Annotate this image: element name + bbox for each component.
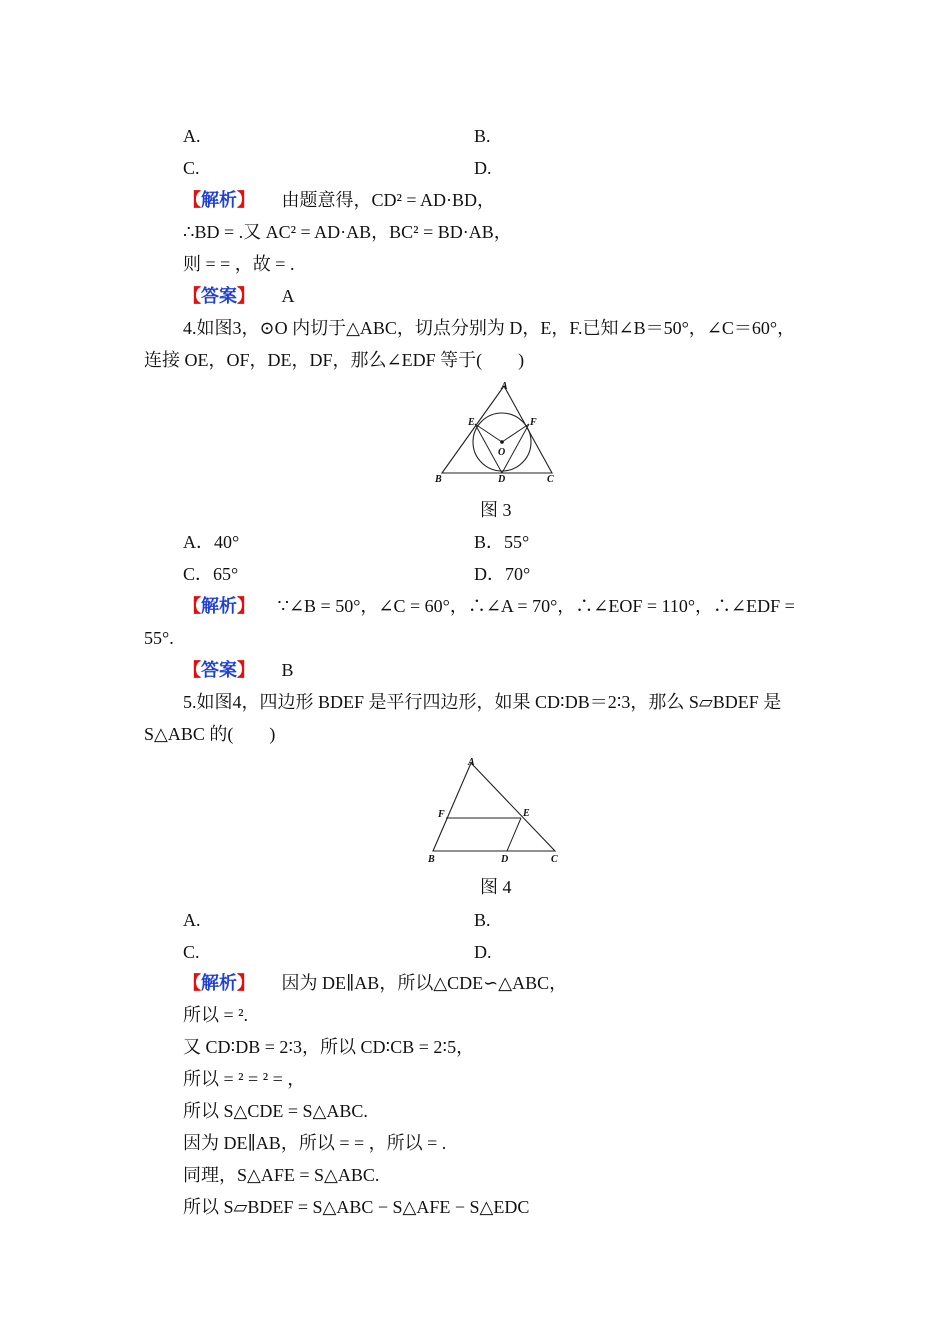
- analysis-line: 55°.: [144, 628, 174, 648]
- label-d: D: [498, 474, 506, 485]
- option-a: A.: [183, 126, 201, 146]
- answer-value: B: [281, 660, 294, 680]
- analysis-tag: 【解析】: [183, 190, 255, 210]
- analysis-tag: 【解析】: [183, 596, 255, 616]
- label-b: B: [428, 854, 435, 865]
- label-a: A: [468, 757, 475, 768]
- option-d: D.: [474, 942, 492, 962]
- analysis-line: ∴BD = .又 AC² = AD·AB，BC² = BD·AB，: [183, 222, 512, 242]
- option-b: B.: [474, 126, 491, 146]
- analysis-line: 因为 DE∥AB，所以 = = ，所以 = .: [183, 1133, 447, 1153]
- answer-value: A: [281, 286, 295, 306]
- figure-caption: 图 3: [480, 500, 512, 520]
- analysis-block: [183, 595, 795, 617]
- label-d: D: [501, 854, 509, 865]
- analysis-line: 所以 S▱BDEF = S△ABC − S△AFE − S△EDC: [183, 1197, 530, 1217]
- question-number: 4.: [183, 318, 197, 338]
- question-stem: [183, 691, 781, 713]
- option-b: B．55°: [474, 532, 530, 552]
- label-e: E: [523, 808, 530, 819]
- figure-3: [430, 378, 560, 488]
- option-c: C.: [183, 942, 200, 962]
- analysis-line: 所以 S△CDE = S△ABC.: [183, 1101, 368, 1121]
- label-f: F: [530, 417, 537, 428]
- label-c: C: [551, 854, 558, 865]
- question-stem: [183, 317, 795, 339]
- option-a: A．40°: [183, 532, 240, 552]
- question-number: 5.: [183, 692, 197, 712]
- label-a: A: [501, 381, 508, 392]
- stem-text: 如图4，四边形 BDEF 是平行四边形，如果 CD∶DB＝2∶3，那么 S▱BDEF 是: [196, 692, 782, 712]
- answer-tag: 【答案】: [183, 660, 255, 680]
- analysis-block: [183, 972, 567, 994]
- stem-text: S△ABC 的( ): [144, 724, 276, 744]
- analysis-line: 所以 = ².: [183, 1005, 249, 1025]
- answer-tag: 【答案】: [183, 286, 255, 306]
- analysis-text: 因为 DE∥AB，所以△CDE∽△ABC，: [281, 973, 568, 993]
- option-a: A.: [183, 910, 201, 930]
- label-b: B: [435, 474, 442, 485]
- option-b: B.: [474, 910, 491, 930]
- option-d: D．70°: [474, 564, 531, 584]
- analysis-line: 所以 = ² = ² = ，: [183, 1069, 306, 1089]
- option-c: C.: [183, 158, 200, 178]
- analysis-block: [183, 189, 495, 211]
- label-e: E: [468, 417, 475, 428]
- answer-block: [183, 659, 294, 681]
- figure-4: [425, 755, 565, 867]
- label-o: O: [498, 447, 506, 458]
- stem-text: 连接 OE，OF，DE，DF，那么∠EDF 等于( ): [144, 350, 525, 370]
- analysis-line: 同理，S△AFE = S△ABC.: [183, 1165, 380, 1185]
- label-c: C: [547, 474, 554, 485]
- analysis-line: 又 CD∶DB = 2∶3，所以 CD∶CB = 2∶5，: [183, 1037, 475, 1057]
- analysis-tag: 【解析】: [183, 973, 255, 993]
- label-f: F: [438, 809, 445, 820]
- option-c: C．65°: [183, 564, 239, 584]
- option-d: D.: [474, 158, 492, 178]
- analysis-text: 由题意得，CD² = AD·BD，: [281, 190, 496, 210]
- stem-text: 如图3，⊙O 内切于△ABC，切点分别为 D，E，F.已知∠B＝50°，∠C＝60°，: [196, 318, 796, 338]
- answer-block: [183, 285, 295, 307]
- analysis-text: ∵∠B = 50°，∠C = 60°，∴∠A = 70°，∴∠EOF = 110°，∴∠EDF =: [277, 596, 795, 616]
- figure-caption: 图 4: [480, 877, 512, 897]
- analysis-line: 则 = = ，故 = .: [183, 254, 295, 274]
